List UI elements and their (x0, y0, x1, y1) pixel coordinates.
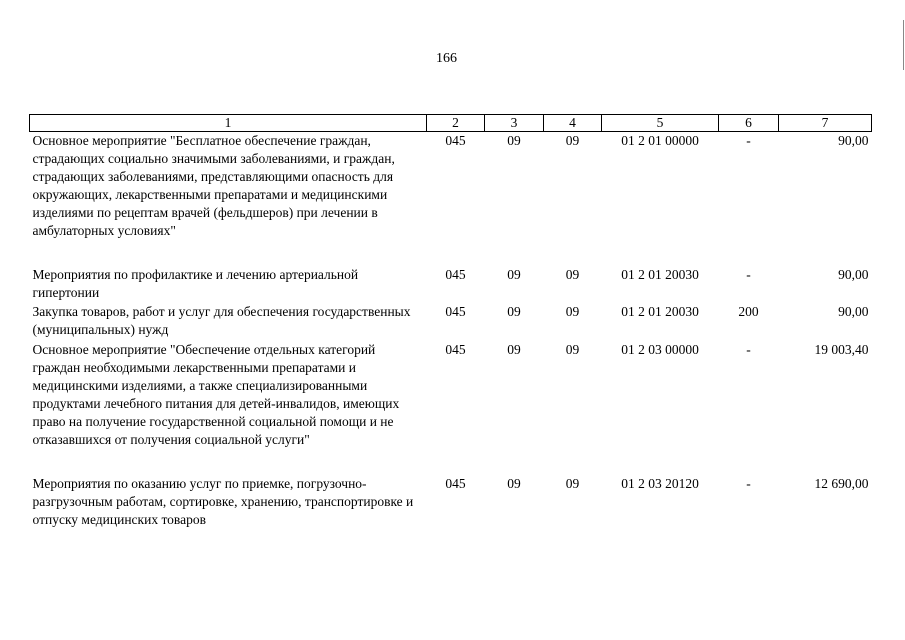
row-col7: 12 690,00 (814, 475, 869, 491)
row-col6: - (746, 341, 751, 357)
row-col5: 01 2 03 20120 (621, 475, 699, 491)
table-row (30, 303, 872, 341)
column-header-6: 6 (719, 115, 779, 132)
column-header-3: 3 (485, 115, 544, 132)
column-header-1: 1 (30, 115, 427, 132)
row-col2: 045 (445, 266, 466, 282)
table-row (30, 266, 872, 303)
row-col3: 09 (507, 266, 521, 282)
table-row (30, 341, 872, 475)
row-col2: 045 (445, 341, 466, 357)
row-col2: 045 (445, 475, 466, 491)
row-col4: 09 (565, 133, 580, 148)
row-name: Мероприятия по профилактике и лечению артериальной гипертонии (32, 266, 359, 300)
row-name: Мероприятия по оказанию услуг по приемке, погрузочно-разгрузочным работам, сортировке, хранению, транспортировке и отпуску медицинских товаров (32, 475, 414, 527)
column-header-2: 2 (427, 115, 485, 132)
row-col5: 01 2 01 20030 (621, 266, 699, 282)
row-col2: 045 (445, 133, 466, 148)
row-col7: 90,00 (838, 266, 869, 282)
row-col2: 045 (445, 303, 466, 319)
row-col3: 09 (507, 341, 521, 357)
row-col6: - (746, 266, 751, 282)
header-row (30, 115, 872, 132)
row-col4: 09 (565, 475, 580, 491)
table-row (30, 132, 872, 266)
row-name: Основное мероприятие "Бесплатное обеспечение граждан, страдающих социально значимыми заболеваниями, и граждан, страдающих заболеваниями, представляющими опасность для окружающих, лекарственными препаратами и медицинскими изделиями по рецептам врачей (фельдшеров) при лечении в амбулаторных условиях" (32, 133, 395, 238)
row-col3: 09 (507, 475, 521, 491)
row-col5: 01 2 03 00000 (621, 341, 699, 357)
row-col5: 01 2 01 20030 (621, 303, 699, 319)
row-col4: 09 (565, 266, 580, 282)
row-col4: 09 (565, 341, 580, 357)
row-col4: 09 (565, 303, 580, 319)
column-header-4: 4 (544, 115, 602, 132)
scan-edge-line (903, 20, 904, 70)
budget-table (29, 114, 872, 529)
column-header-5: 5 (602, 115, 719, 132)
row-col6: 200 (738, 303, 759, 319)
row-col3: 09 (507, 133, 521, 148)
row-name: Закупка товаров, работ и услуг для обеспечения государственных (муниципальных) нужд (32, 303, 411, 337)
row-col6: - (746, 475, 751, 491)
page-number: 166 (436, 51, 457, 66)
row-col7: 90,00 (838, 303, 869, 319)
row-col6: - (746, 133, 751, 148)
column-header-7: 7 (779, 115, 872, 132)
row-col7: 19 003,40 (814, 341, 869, 357)
row-col7: 90,00 (838, 133, 869, 148)
row-col3: 09 (507, 303, 521, 319)
row-col5: 01 2 01 00000 (621, 133, 699, 148)
row-name: Основное мероприятие "Обеспечение отдельных категорий граждан необходимыми лекарственными препаратами и медицинскими изделиями, а также специализированными продуктами лечебного питания для детей-инвалидов, имеющих право на получение государственной социальной помощи и не отказавшихся от получения социальной услуги" (32, 341, 400, 447)
table-row (30, 475, 872, 529)
